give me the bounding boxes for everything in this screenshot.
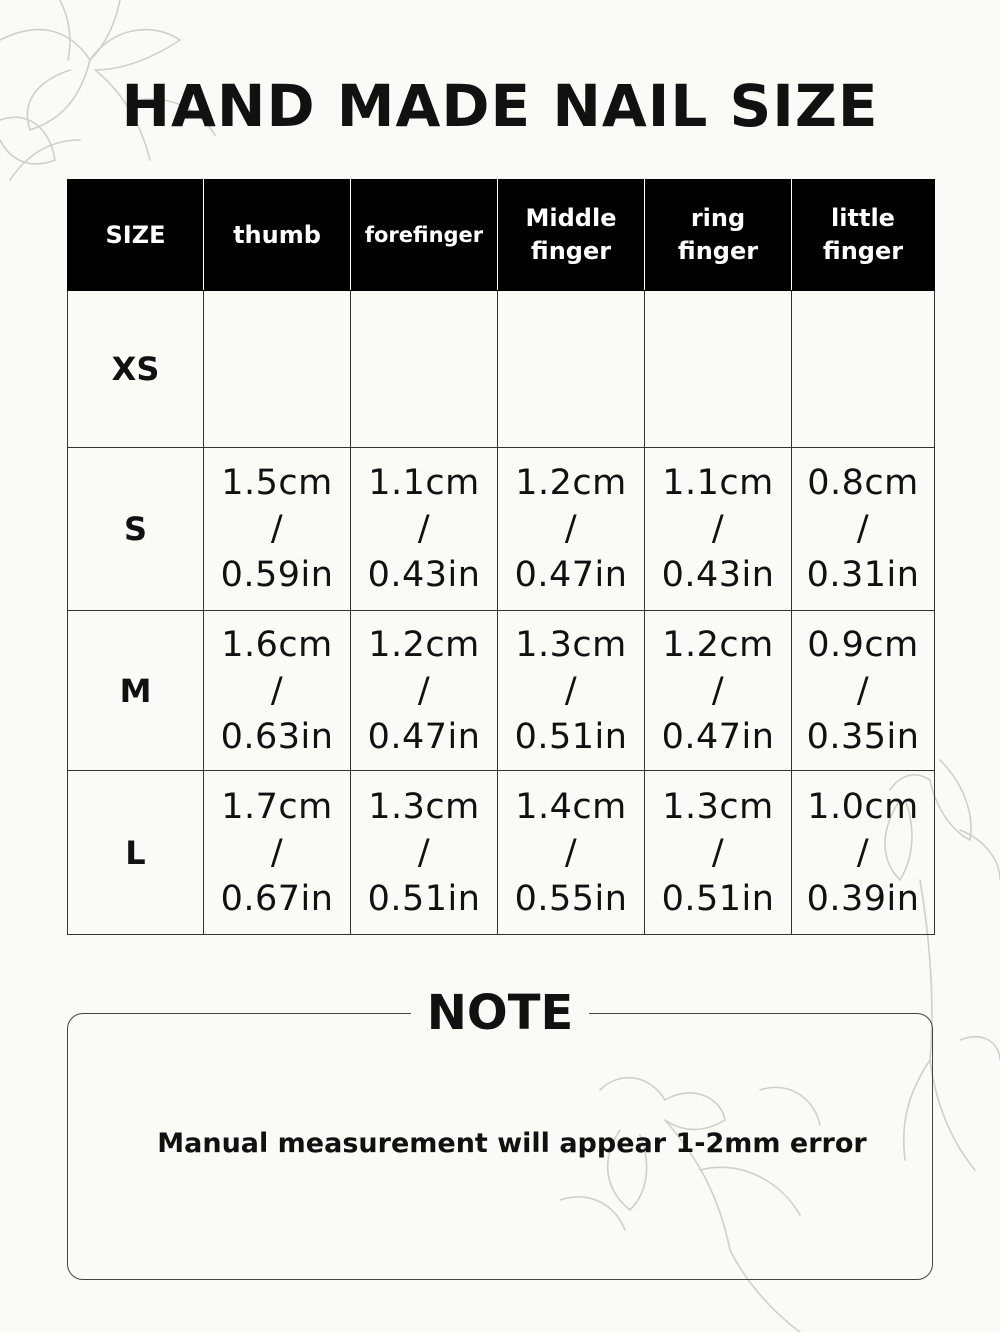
value-in: 0.55in	[514, 878, 628, 919]
value-cm: 1.3cm	[662, 786, 774, 827]
measurement-cell	[351, 291, 498, 448]
measurement-cell	[498, 291, 645, 448]
measurement-cell	[498, 611, 645, 771]
size-label: S	[68, 448, 204, 611]
separator: /	[270, 509, 284, 549]
measurement-cell	[792, 291, 935, 448]
header-ring-finger: ring finger	[645, 180, 792, 291]
table-row	[68, 291, 935, 448]
header-thumb: thumb	[204, 180, 351, 291]
table-row	[68, 771, 935, 935]
value-cm: 1.0cm	[807, 786, 919, 827]
separator: /	[564, 670, 578, 711]
value-cm: 1.2cm	[368, 624, 480, 665]
value-in: 0.51in	[514, 716, 628, 757]
value-cm: 1.2cm	[662, 624, 774, 665]
value-cm: 1.3cm	[515, 624, 627, 665]
table-row	[68, 448, 935, 611]
value-in: 0.67in	[220, 878, 334, 919]
value-cm: 0.9cm	[807, 624, 919, 665]
separator: /	[417, 832, 431, 873]
note-title: NOTE	[0, 984, 1000, 1042]
separator: /	[417, 509, 431, 549]
measurement-cell	[645, 611, 792, 771]
value-in: 0.35in	[806, 716, 920, 757]
separator: /	[564, 832, 578, 873]
header-forefinger: forefinger	[351, 180, 498, 291]
table-header-row	[68, 180, 935, 291]
measurement-cell	[645, 448, 792, 611]
size-label: XS	[68, 291, 204, 448]
size-label: M	[68, 611, 204, 771]
measurement-cell	[645, 771, 792, 935]
value-cm: 1.5cm	[221, 463, 333, 503]
value-in: 0.43in	[661, 555, 775, 595]
separator: /	[711, 670, 725, 711]
separator: /	[856, 832, 870, 873]
measurement-cell	[645, 291, 792, 448]
value-cm: 1.2cm	[515, 463, 627, 503]
measurement-cell	[351, 611, 498, 771]
value-in: 0.47in	[661, 716, 775, 757]
header-middle-finger: Middle finger	[498, 180, 645, 291]
value-cm: 1.7cm	[221, 786, 333, 827]
measurement-cell	[792, 611, 935, 771]
value-in: 0.59in	[220, 555, 334, 595]
value-cm: 1.3cm	[368, 786, 480, 827]
value-in: 0.47in	[514, 555, 628, 595]
separator: /	[711, 509, 725, 549]
measurement-cell	[792, 448, 935, 611]
header-size: SIZE	[68, 180, 204, 291]
separator: /	[856, 509, 870, 549]
separator: /	[564, 509, 578, 549]
value-cm: 1.1cm	[662, 463, 774, 503]
separator: /	[270, 832, 284, 873]
table-row	[68, 611, 935, 771]
measurement-cell	[498, 448, 645, 611]
value-cm: 1.4cm	[515, 786, 627, 827]
value-cm: 1.6cm	[221, 624, 333, 665]
value-in: 0.51in	[661, 878, 775, 919]
measurement-cell	[351, 448, 498, 611]
value-in: 0.51in	[367, 878, 481, 919]
measurement-cell	[498, 771, 645, 935]
value-in: 0.47in	[367, 716, 481, 757]
value-cm: 1.1cm	[368, 463, 480, 503]
measurement-cell	[204, 291, 351, 448]
separator: /	[856, 670, 870, 711]
separator: /	[270, 670, 284, 711]
measurement-cell	[351, 771, 498, 935]
value-cm: 0.8cm	[807, 463, 919, 503]
measurement-cell	[204, 611, 351, 771]
measurement-cell	[792, 771, 935, 935]
value-in: 0.31in	[806, 555, 920, 595]
measurement-cell	[204, 448, 351, 611]
page-title: HAND MADE NAIL SIZE	[121, 72, 879, 140]
nail-size-table	[67, 179, 935, 935]
value-in: 0.63in	[220, 716, 334, 757]
note-text: Manual measurement will appear 1-2mm error	[157, 1128, 867, 1159]
size-label: L	[68, 771, 204, 935]
separator: /	[711, 832, 725, 873]
value-in: 0.43in	[367, 555, 481, 595]
header-little-finger: little finger	[792, 180, 935, 291]
separator: /	[417, 670, 431, 711]
measurement-cell	[204, 771, 351, 935]
value-in: 0.39in	[806, 878, 920, 919]
